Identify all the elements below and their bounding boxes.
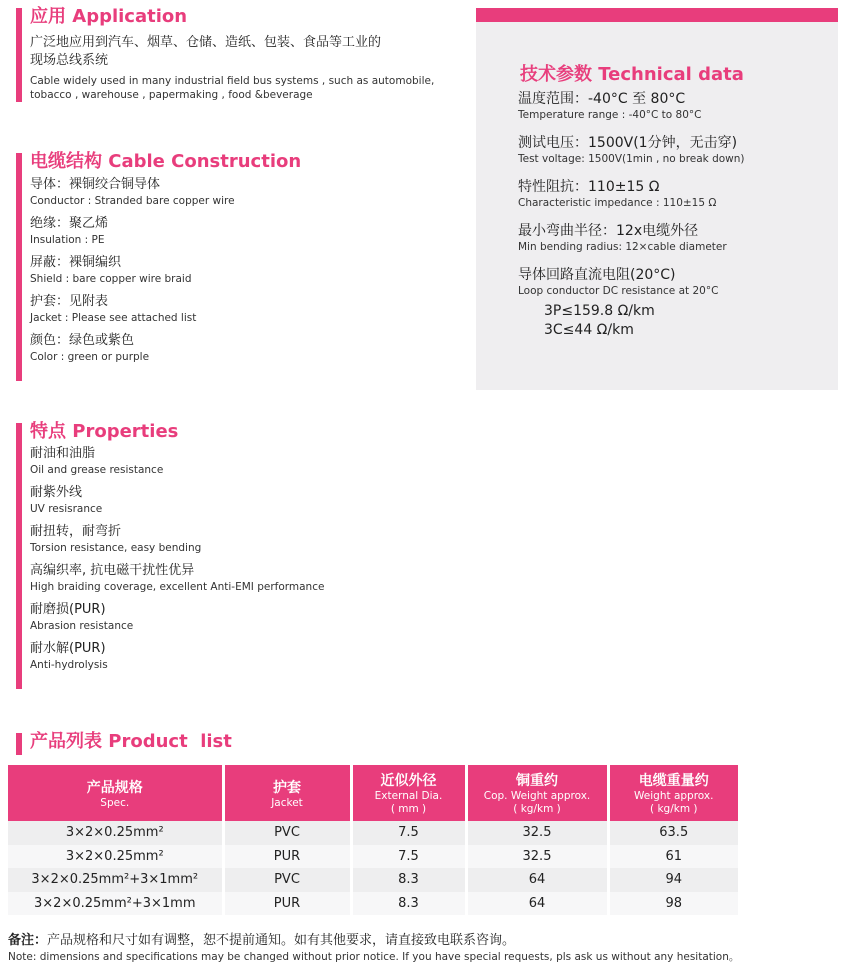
construction-item-zh: 护套：见附表 — [30, 294, 109, 309]
header-zh: 护套 — [273, 779, 301, 796]
cell-spec: 3×2×0.25mm²+3×1mm² — [8, 868, 223, 892]
header-zh: 电缆重量约 — [638, 773, 709, 789]
construction-item — [30, 254, 301, 286]
technical-param — [518, 134, 745, 166]
header-cable-weight — [608, 765, 738, 821]
table-header-row — [8, 765, 738, 821]
product-list-title: 产品列表 Product list — [30, 731, 232, 752]
property-item-en: Abrasion resistance — [30, 620, 134, 632]
header-external-dia — [351, 765, 466, 821]
section-bar — [16, 8, 22, 102]
cell-jacket: PUR — [223, 892, 351, 916]
header-en: Cop. Weight approx. — [483, 790, 591, 802]
cell-cable-weight: 63.5 — [608, 821, 738, 845]
footnote — [8, 932, 739, 965]
param-zh: 测试电压：1500V(1分钟，无击穿) — [518, 135, 738, 151]
note-zh-line — [8, 932, 739, 950]
cell-cable-weight: 61 — [608, 845, 738, 869]
construction-item-zh: 屏蔽：裸铜编织 — [30, 255, 122, 270]
construction-item-en: Color : green or purple — [30, 351, 150, 363]
header-en: Weight approx. — [634, 790, 714, 802]
property-item — [30, 445, 324, 477]
table-row — [8, 845, 738, 869]
param-zh: 温度范围：-40°C 至 80°C — [518, 91, 686, 107]
table-row — [8, 868, 738, 892]
header-en: External Dia. — [374, 790, 443, 802]
header-jacket — [223, 765, 351, 821]
param-en: Test voltage: 1500V(1min , no break down) — [518, 153, 745, 165]
cell-copper-weight: 32.5 — [466, 821, 608, 845]
technical-param — [518, 90, 745, 122]
property-item — [30, 601, 324, 633]
header-en: Jacket — [271, 796, 303, 809]
construction-section — [8, 151, 301, 371]
table-row — [8, 892, 738, 916]
property-item-en: High braiding coverage, excellent Anti-EMI performance — [30, 581, 325, 593]
note-en: Note: dimensions and specifications may be changed without prior notice. If you have special requests, pls ask us without any hesitation。 — [8, 951, 740, 963]
property-item-en: Torsion resistance, easy bending — [30, 542, 202, 554]
cell-jacket: PUR — [223, 845, 351, 869]
construction-item — [30, 215, 301, 247]
header-copper-weight — [466, 765, 608, 821]
param-en: Characteristic impedance : 110±15 Ω — [518, 197, 717, 209]
header-en: Spec. — [100, 796, 130, 809]
application-en-line2: tobacco , warehouse , papermaking , food &beverage — [30, 89, 313, 101]
cell-cable-weight: 94 — [608, 868, 738, 892]
property-item-zh: 耐水解(PUR) — [30, 641, 106, 656]
cell-dia: 8.3 — [351, 892, 466, 916]
cell-dia: 7.5 — [351, 821, 466, 845]
cell-copper-weight: 64 — [466, 892, 608, 916]
property-item-zh: 耐扭转，耐弯折 — [30, 524, 122, 539]
param-zh: 最小弯曲半径：12x电缆外径 — [518, 223, 699, 239]
construction-item — [30, 176, 301, 208]
property-item-zh: 耐紫外线 — [30, 485, 83, 500]
header-unit: ( kg/km ) — [513, 803, 561, 815]
cell-copper-weight: 32.5 — [466, 845, 608, 869]
property-item — [30, 562, 324, 594]
application-title: 应用 Application — [30, 6, 188, 27]
resistance-3c: 3C≤44 Ω/km — [544, 322, 634, 338]
application-zh-line1: 广泛地应用到汽车、烟草、仓储、造纸、包装、食品等工业的 — [30, 35, 382, 50]
property-item-en: UV resisrance — [30, 503, 103, 515]
construction-item — [30, 293, 301, 325]
property-item-zh: 耐磨损(PUR) — [30, 602, 106, 617]
construction-item-en: Conductor : Stranded bare copper wire — [30, 195, 235, 207]
cell-spec: 3×2×0.25mm²+3×1mm — [8, 892, 223, 916]
header-spec — [8, 765, 223, 821]
cell-spec: 3×2×0.25mm² — [8, 821, 223, 845]
cell-spec: 3×2×0.25mm² — [8, 845, 223, 869]
note-zh: 产品规格和尺寸如有调整，恕不提前通知。如有其他要求，请直接致电联系咨询。 — [47, 933, 516, 948]
application-en-line1: Cable widely used in many industrial field bus systems , such as automobile, — [30, 75, 435, 87]
property-item-en: Oil and grease resistance — [30, 464, 164, 476]
property-item — [30, 523, 324, 555]
param-en: Temperature range : -40°C to 80°C — [518, 109, 702, 121]
section-bar — [16, 423, 22, 689]
construction-item-zh: 导体：裸铜绞合铜导体 — [30, 177, 161, 192]
property-item-zh: 高编织率, 抗电磁干扰性优异 — [30, 563, 195, 578]
cell-dia: 8.3 — [351, 868, 466, 892]
param-zh: 导体回路直流电阻(20°C) — [518, 267, 676, 283]
header-zh: 产品规格 — [86, 779, 143, 796]
cell-copper-weight: 64 — [466, 868, 608, 892]
header-unit: ( mm ) — [390, 803, 427, 815]
properties-title: 特点 Properties — [30, 421, 179, 442]
cell-jacket: PVC — [223, 868, 351, 892]
cell-cable-weight: 98 — [608, 892, 738, 916]
product-table-wrap — [8, 765, 738, 915]
construction-title: 电缆结构 Cable Construction — [30, 151, 302, 172]
property-item — [30, 640, 324, 672]
technical-title: 技术参数 Technical data — [520, 64, 744, 85]
construction-item-en: Insulation : PE — [30, 234, 105, 246]
technical-param — [518, 266, 745, 298]
application-section — [8, 6, 434, 102]
technical-data-panel — [476, 8, 838, 390]
property-item-en: Anti-hydrolysis — [30, 659, 108, 671]
property-item — [30, 484, 324, 516]
table-row — [8, 821, 738, 845]
product-table — [8, 765, 738, 915]
header-zh: 近似外径 — [380, 773, 437, 789]
properties-section — [8, 421, 324, 679]
param-en: Loop conductor DC resistance at 20°C — [518, 285, 719, 297]
construction-item — [30, 332, 301, 364]
construction-item-en: Jacket : Please see attached list — [30, 312, 197, 324]
param-zh: 特性阻抗：110±15 Ω — [518, 179, 660, 195]
technical-param — [518, 222, 745, 254]
construction-item-en: Shield : bare copper wire braid — [30, 273, 192, 285]
product-list-section — [8, 731, 232, 753]
header-unit: ( kg/km ) — [650, 803, 698, 815]
resistance-3p: 3P≤159.8 Ω/km — [544, 303, 655, 319]
application-zh-line2: 现场总线系统 — [30, 53, 109, 68]
note-label: 备注： — [8, 933, 48, 948]
cell-dia: 7.5 — [351, 845, 466, 869]
construction-item-zh: 绝缘：聚乙烯 — [30, 216, 109, 231]
cell-jacket: PVC — [223, 821, 351, 845]
section-bar — [16, 733, 22, 755]
property-item-zh: 耐油和油脂 — [30, 446, 96, 461]
header-zh: 铜重约 — [516, 773, 558, 789]
param-en: Min bending radius: 12×cable diameter — [518, 241, 727, 253]
technical-top-bar — [476, 8, 838, 22]
technical-param — [518, 178, 745, 210]
construction-item-zh: 颜色：绿色或紫色 — [30, 333, 135, 348]
section-bar — [16, 153, 22, 381]
